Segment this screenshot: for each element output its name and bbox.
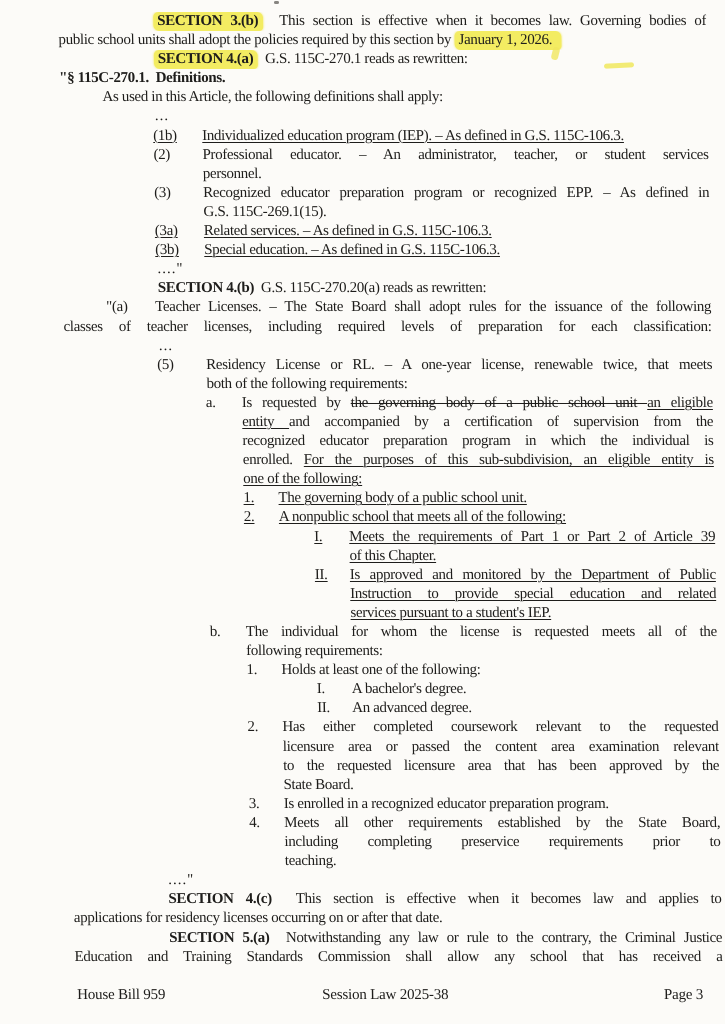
list-label: 2. (247, 719, 259, 736)
doc-line: 1. The governing body of a public school unit. (66, 489, 714, 508)
doc-line: "(a) Teacher Licenses. – The State Board shall adopt rules for the issuance of the following (63, 298, 711, 317)
doc-line: one of the following: (243, 471, 363, 488)
list-label: II. (317, 700, 330, 717)
doc-line: 2. A nonpublic school that meets all of the following: (67, 508, 715, 527)
scan-speck (274, 1, 279, 4)
doc-line: State Board. (283, 776, 354, 793)
doc-line: ... (154, 108, 170, 125)
doc-line: II. An advanced degree. (70, 699, 718, 718)
list-label: (2) (153, 146, 171, 163)
doc-line: ... (158, 337, 174, 354)
list-label: (3a) (154, 223, 178, 240)
list-label: 1. (246, 662, 258, 679)
list-label: II. (314, 566, 328, 583)
doc-line: As used in this Article, the following definitions shall apply: (102, 89, 444, 106)
doc-line: (5) Residency License or RL. – A one-year license, renewable twice, that meets (64, 356, 712, 375)
list-label: (3b) (155, 242, 179, 259)
list-label: 4. (249, 814, 260, 831)
doc-line: of this Chapter. (349, 547, 437, 564)
list-label: 1. (243, 490, 255, 507)
doc-line: a. Is requested by the governing body of a public school unit an eligible (65, 394, 713, 413)
doc-line: II. Is approved and monitored by the Department of Public (68, 566, 716, 585)
list-label: (5) (157, 356, 174, 373)
doc-line: (3b) Special education. – As defined in G.S. 115C-106.3. (62, 241, 710, 260)
footer-session-law: Session Law 2025-38 (322, 987, 449, 1003)
doc-line: (2) Professional educator. – An administrator, teacher, or student services (60, 146, 708, 165)
list-label: "(a) (106, 299, 128, 316)
list-label: (3) (154, 184, 171, 201)
doc-line: I. Meets the requirements of Part 1 or Part 2 of Article 39 (67, 528, 715, 547)
doc-line: classes of teacher licenses, including required levels of preparation for each classification: (63, 318, 712, 335)
doc-line: licensure area or passed the content area examination relevant (282, 738, 719, 755)
doc-line: 4. Meets all other requirements established by the State Board, (72, 814, 720, 833)
list-label: I. (316, 681, 326, 698)
doc-line: following requirements: (246, 643, 383, 660)
doc-line: (3) Recognized educator preparation program or recognized EPP. – As defined in (61, 184, 709, 203)
doc-line: SECTION 5.(a) Notwithstanding any law or rule to the contrary, the Criminal Justice (169, 929, 723, 946)
doc-line: ...." (157, 261, 184, 278)
doc-line: (3a) Related services. – As defined in G.S. 115C-106.3. (62, 222, 710, 241)
document-body (58, 12, 723, 1012)
list-label: b. (209, 624, 221, 640)
doc-line: SECTION 3.(b) This section is effective when it becomes law. Governing bodies of (58, 12, 706, 31)
doc-line: SECTION 4.(b) G.S. 115C-270.20(a) reads as rewritten: (157, 280, 487, 297)
doc-line: 3. Is enrolled in a recognized educator preparation program. (72, 795, 720, 814)
doc-line: "§ 115C-270.1. Definitions. (59, 70, 226, 87)
doc-line: 1. Holds at least one of the following: (69, 661, 717, 680)
doc-line: services pursuant to a student's IEP. (350, 604, 552, 621)
footer-bill-number: House Bill 959 (77, 987, 166, 1003)
doc-line: 2. Has either completed coursework relevant to the requested (70, 718, 718, 737)
doc-line: to the requested licensure area that has been approved by the (283, 757, 720, 774)
doc-line: ...." (168, 872, 195, 889)
doc-line: teaching. (284, 853, 337, 870)
page-footer (75, 987, 723, 1007)
list-label: 3. (248, 795, 260, 812)
doc-line: G.S. 115C-269.1(15). (203, 203, 327, 220)
doc-line: (1b) Individualized education program (IEP). – As defined in G.S. 115C-106.3. (60, 127, 708, 146)
doc-line: entity and accompanied by a certification of supervision from the (242, 413, 714, 430)
list-label: I. (314, 528, 323, 545)
footer-page-number: Page 3 (663, 987, 704, 1003)
doc-line: SECTION 4.(c) This section is effective when it becomes law and applies to (168, 891, 722, 908)
doc-line: personnel. (202, 165, 262, 182)
doc-line: applications for residency licenses occurring on or after that date. (73, 910, 443, 927)
doc-line: both of the following requirements: (206, 375, 408, 392)
doc-line: Instruction to provide special education and related (350, 585, 717, 602)
list-label: (1b) (153, 127, 177, 144)
doc-line: Education and Training Standards Commission shall allow any school that has received a (74, 948, 723, 965)
doc-line: recognized educator preparation program in which the individual is (242, 433, 714, 450)
doc-line: SECTION 4.(a) G.S. 115C-270.1 reads as rewritten: (59, 50, 707, 69)
list-label: a. (205, 394, 216, 411)
doc-line: public school units shall adopt the policies required by this section by January 1, 2026. (58, 31, 706, 50)
doc-line: b. The individual for whom the license is requested meets all of the (69, 623, 717, 642)
list-label: 2. (243, 509, 255, 526)
doc-line: including completing preservice requirements prior to (284, 834, 721, 851)
doc-line: I. A bachelor's degree. (70, 680, 718, 699)
doc-line: enrolled. For the purposes of this sub-subdivision, an eligible entity is (242, 452, 714, 469)
